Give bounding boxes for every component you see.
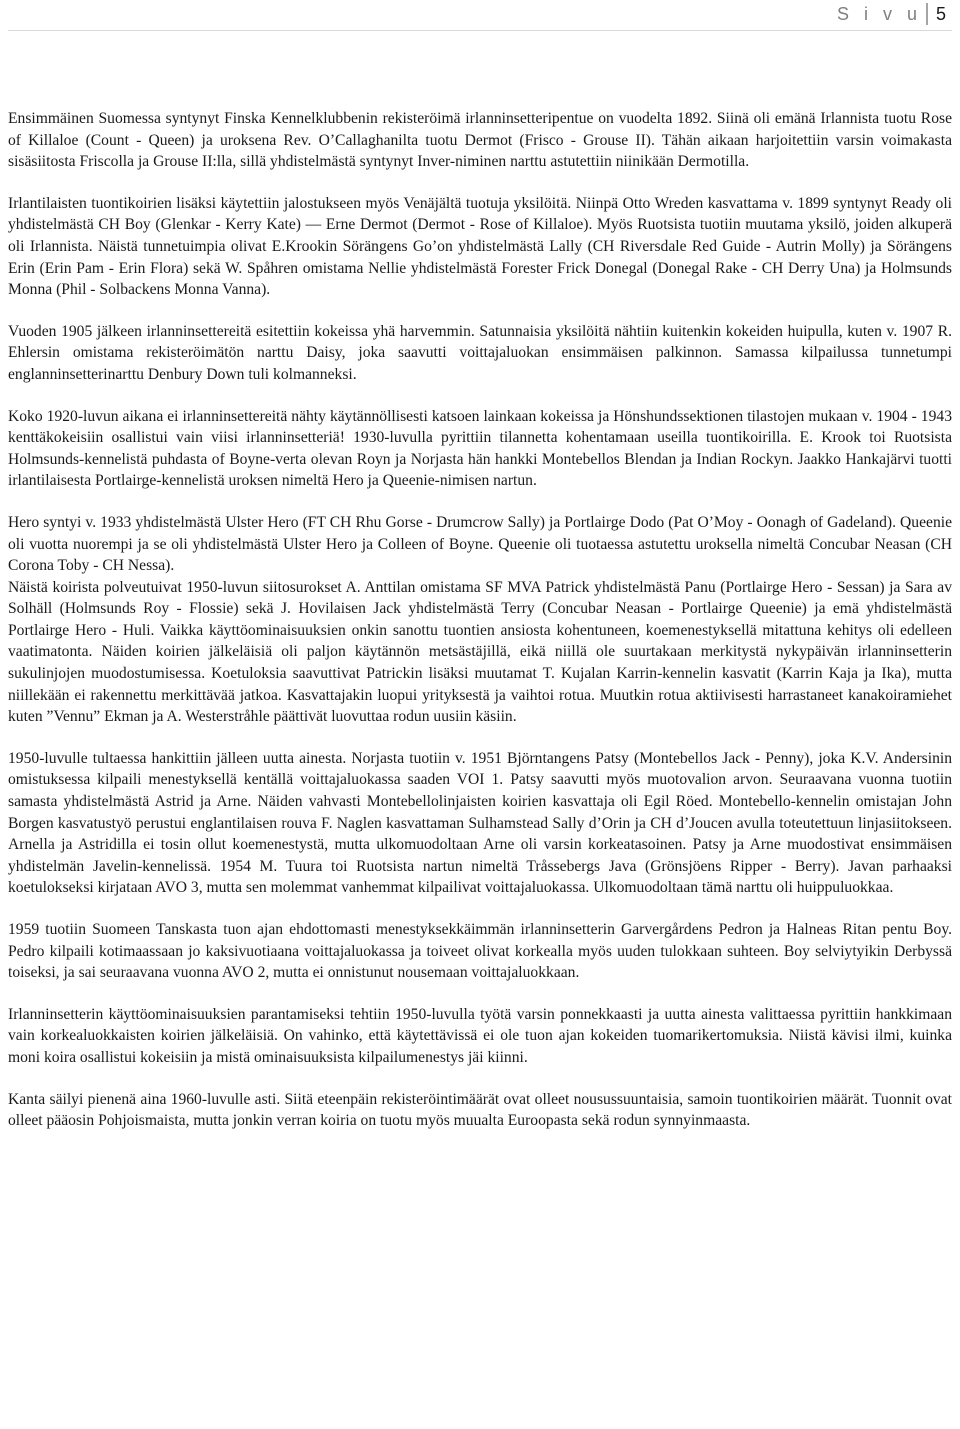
paragraph-first-litter: Ensimmäinen Suomessa syntynyt Finska Kennelklubbenin rekisteröimä irlanninsetteripentue on vuodelta 1892. Siinä oli emänä Irlannista tuotu Rose of Killaloe (Count - Queen) ja uroksena Rev. O’Callaghanilta tuotu Dermot (Frisco - Grouse II). Tähän aikaan harjoitettiin varsin voimakasta sisäsiitosta Friscolla ja Grouse II:lla, sillä yhdistelmästä syntynyt Inver-niminen narttu astutettiin niinikään Dermotilla. xyxy=(8,110,952,171)
page-number: 5 xyxy=(935,3,946,24)
paragraph-imports: Irlantilaisten tuontikoirien lisäksi käytettiin jalostukseen myös Venäjältä tuotuja yksilöitä. Niinpä Otto Wreden kasvattama v. 1899 syntynyt Ready oli yhdistelmästä CH Boy (Glenkar - Kerry Kate) — Erne Dermot (Dermot - Rose of Killaloe). Myös Ruotsista tuotiin muutama yksilö, joiden alkuperä oli Irlannista. Näistä tunnetuimpia olivat E.Krookin Sörängens Go’on yhdistelmästä Lally (CH Riversdale Red Guide - Autrin Molly) ja Sörängens Erin (Erin Pam - Erin Flora) sekä W. Spåhren omistama Nellie yhdistelmästä Forester Frick Donegal (Donegal Rake - CH Derry Una) ja Holmsunds Monna (Phil - Solbackens Monna Vanna). xyxy=(8,194,952,299)
paragraph-1959: 1959 tuotiin Suomeen Tanskasta tuon ajan ehdottomasti menestyksekkäimmän irlanninsetterin Garvergårdens Pedron ja Halneas Ritan pentu Boy. Pedro kilpaili kotimaassaan jo kaksivuotiaana voittajaluokassa ja toiveet olivat korkealla myös uuden tulokkaan suhteen. Boy selviytyikin Derbyssä toiseksi, ja sai seuraavana vuonna AVO 2, mutta ei onnistunut nousemaan voittajaluokkaan. xyxy=(8,921,952,982)
paragraph-1905: Vuoden 1905 jälkeen irlanninsettereitä esitettiin kokeissa yhä harvemmin. Satunnaisia yksilöitä nähtiin kuitenkin kokeiden huipulla, kuten v. 1907 R. Ehlersin omistama rekisteröimätön narttu Daisy, joka saavutti voittajaluokan ensimmäisen palkinnon. Samassa kilpailussa tunnetumpi englanninsetterinarttu Denbury Down tuli kolmanneksi. xyxy=(8,322,952,383)
paragraph-1950s-imports: 1950-luvulle tultaessa hankittiin jälleen uutta ainesta. Norjasta tuotiin v. 1951 Björntangens Patsy (Montebellos Jack - Penny), joka K.V. Andersinin omistuksessa kilpaili menestyksellä kentällä voittajaluokassa saaden VOI 1. Patsy saavutti myös muotovalion arvon. Seuraavana vuonna tuotiin samasta yhdistelmästä Astrid ja Arne. Näiden vahvasti Montebellolinjaisten koirien kasvattaja oli Egil Röed. Montebello-kennelin omistajan John Borgen kasvatustyö perustui englantilaisen rouva F. Naglen kasvattaman Sulhamstead Sally d’Orin ja CH d’Joucen avulla toteutettuun linjasiitokseen. Arnella ja Astridilla ei tosin ollut koemenestystä, mutta ulkomuodoltaan Arne oli varsin korkeatasoinen. Patsy ja Arne muodostivat ensimmäisen yhdistelmän Javelin-kennelissä. 1954 M. Tuura toi Ruotsista nartun nimeltä Tråssebergs Java (Grönsjöens Ripper - Berry). Javan parhaaksi koetulokseksi kirjataan AVO 3, mutta sen molemmat vanhemmat kilpailivat voittajaluokassa. Ulkomuodoltaan tämä narttu oli huippuluokkaa. xyxy=(8,749,952,897)
paragraph-1920s: Koko 1920-luvun aikana ei irlanninsettereitä nähty käytännöllisesti katsoen lainkaan kokeissa ja Hönshundssektionen tilastojen mukaan v. 1904 - 1943 kenttäkokeisiin osallistui vain viisi irlanninsetteriä! 1930-luvulla pyrittiin tilannetta kohentamaan useilla tuontikoirilla. E. Krook toi Ruotsista Holmsunds-kennelistä puhdasta of Boyne-verta olevan Royn ja Norjasta hän hankki Montebellos Blendan ja Indian Rockyn. Jaakko Hankajärvi tuotti irlantilaisesta Portlairge-kennelistä uroksen nimeltä Hero ja Queenie-nimisen nartun. xyxy=(8,407,952,490)
paragraph-breeding-work: Irlanninsetterin käyttöominaisuuksien parantamiseksi tehtiin 1950-luvulla työtä varsin ponnekkaasti ja uutta ainesta valittaessa pyrittiin hankkimaan vain korkealuokkaisten koirien jälkeläisiä. On vahinko, että käytettävissä ei ole tuon ajan kokeiden tuomarikertomuksia. Niistä kävisi ilmi, kuinka moni koira osallistui kokeisiin ja mistä ominaisuuksista kilpailumenestys jäi kiinni. xyxy=(8,1005,952,1066)
document-body xyxy=(8,108,952,1152)
paragraph-1950s-sires: Näistä koirista polveutuivat 1950-luvun siitosurokset A. Anttilan omistama SF MVA Patrick yhdistelmästä Panu (Portlairge Hero - Sessan) ja Sara av Solhäll (Holmsunds Roy - Flossie) sekä J. Hovilaisen Jack yhdistelmästä Terry (Concubar Neasan - Portlairge Queenie) ja emä yhdistelmästä Portlairge Hero - Huli. Vaikka käyttöominaisuuksien onkin sanottu tuontien ansiosta kohentuneen, koemenestyksellä mitattuna kehitys oli edelleen vaatimatonta. Näiden koirien jälkeläisiä oli paljon käytännön metsästäjillä, eikä niillä ole suurtakaan merkitystä nykypäivän irlanninsetterin sukulinjojen muodostumisessa. Koetuloksia saavuttivat Patrickin lisäksi muutamat T. Kujalan Karrin-kennelin kasvatit (Karrin Kaja ja Ika), mutta niillekään ei rakennettu merkittävää jatkoa. Kasvattajakin luopui yrityksestä ja vaihtoi rotua. Muutkin rotua aktiivisesti harrastaneet kanakoiramiehet kuten ”Vennu” Ekman ja A. Westerstråhle päättivät luovuttaa rodun uusiin käsiin. xyxy=(8,578,952,726)
paragraph-1960s: Kanta säilyi pienenä aina 1960-luvulle asti. Siitä eteenpäin rekisteröintimäärät ovat olleet nousussuuntaisia, samoin tuontikoirien määrät. Tuonnit ovat olleet pääosin Pohjoismaista, mutta jonkin verran koiria on tuotu myös muualta Euroopasta sekä rodun synnyinmaasta. xyxy=(8,1090,952,1130)
page-label: S i v u xyxy=(836,3,922,24)
page-header xyxy=(837,2,946,26)
header-rule xyxy=(8,30,952,31)
paragraph-hero: Hero syntyi v. 1933 yhdistelmästä Ulster Hero (FT CH Rhu Gorse - Drumcrow Sally) ja Portlairge Dodo (Pat O’Moy - Oonagh of Gadeland). Queenie oli vuotta nuorempi ja se oli yhdistelmästä Ulster Hero ja Colleen of Boyne. Queenie oli tuotaessa astutettu uroksella nimeltä Concubar Neasan (CH Corona Toby - CH Nessa). xyxy=(8,513,952,575)
page-number-divider xyxy=(926,3,928,25)
